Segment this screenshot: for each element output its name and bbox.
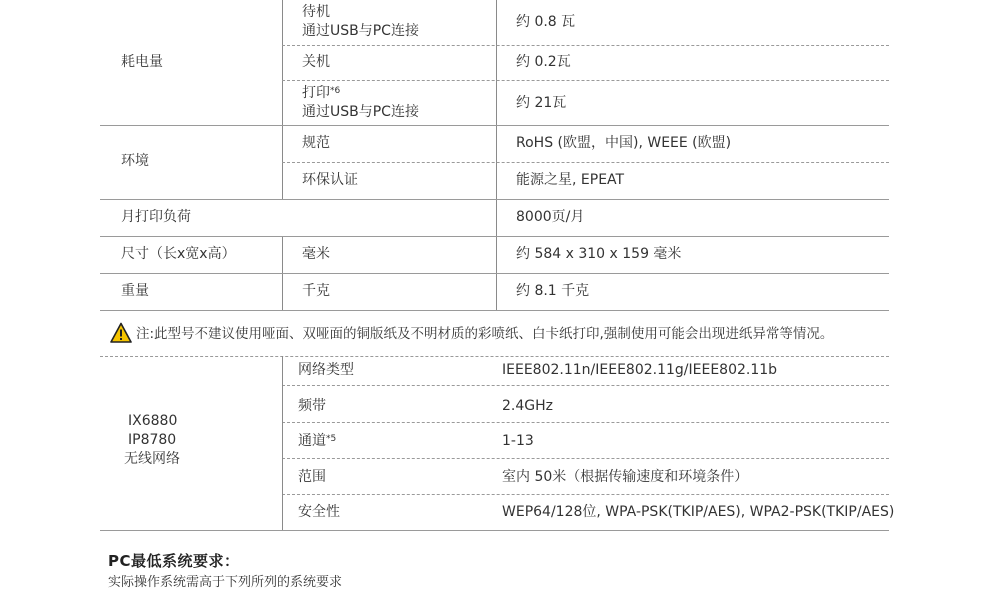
regulation-label: 规范	[302, 135, 330, 151]
size-value: 约 584 x 310 x 159 毫米	[516, 246, 682, 262]
wireless-model-2: IP8780	[128, 432, 177, 448]
security-value: WEP64/128位, WPA-PSK(TKIP/AES), WPA2-PSK(TKIP/AES)	[502, 504, 895, 520]
row-line	[282, 45, 889, 46]
notice-text: 注:此型号不建议使用哑面、双哑面的铜版纸及不明材质的彩喷纸、白卡纸打印,强制使用可能会出现进纸异常等情况。	[136, 326, 834, 342]
network-type-label: 网络类型	[298, 362, 354, 378]
regulation-value: RoHS (欧盟，中国), WEEE (欧盟)	[516, 135, 732, 151]
weight-label: 重量	[121, 283, 149, 299]
off-value: 约 0.2瓦	[516, 54, 571, 70]
frequency-band-value: 2.4GHz	[502, 398, 553, 414]
standby-value: 约 0.8 瓦	[516, 14, 576, 30]
divider-col1	[282, 0, 283, 125]
pc-requirements-title: PC最低系统要求：	[108, 552, 240, 570]
frequency-band-label: 频带	[298, 398, 326, 414]
off-label: 关机	[302, 54, 330, 70]
pc-requirements-subtitle: 实际操作系统需高于下列所列的系统要求	[108, 575, 343, 590]
size-unit: 毫米	[302, 246, 330, 262]
range-value: 室内 50米（根据传输速度和环境条件）	[502, 469, 749, 485]
wireless-title: 无线网络	[124, 451, 180, 467]
security-label: 安全性	[298, 504, 340, 520]
standby-label-sub: 通过USB与PC连接	[302, 23, 419, 39]
row-line	[100, 310, 889, 311]
environment-label: 环境	[121, 153, 149, 169]
power-label: 耗电量	[121, 54, 163, 70]
channel-footnote: *5	[326, 434, 337, 444]
range-label: 范围	[298, 469, 326, 485]
print-label-text: 打印	[302, 85, 330, 101]
row-line	[100, 530, 889, 531]
channel-label-text: 通道	[298, 433, 326, 449]
size-label: 尺寸（长x宽x高）	[121, 246, 236, 262]
channel-label	[298, 431, 336, 451]
row-line	[282, 162, 889, 163]
row-line	[100, 125, 889, 126]
network-type-value: IEEE802.11n/IEEE802.11g/IEEE802.11b	[502, 362, 778, 378]
eco-label: 环保认证	[302, 172, 358, 188]
divider-col2-size	[496, 199, 497, 310]
print-value: 约 21瓦	[516, 95, 567, 111]
warning-icon	[110, 322, 132, 344]
row-line	[282, 80, 889, 81]
divider-col2	[496, 0, 497, 199]
row-line	[282, 385, 889, 386]
channel-value: 1-13	[502, 433, 534, 449]
print-footnote: *6	[330, 86, 341, 96]
row-line	[282, 494, 889, 495]
row-line	[100, 236, 889, 237]
row-line	[282, 458, 889, 459]
print-label-sub: 通过USB与PC连接	[302, 104, 419, 120]
duty-label: 月打印负荷	[121, 209, 191, 225]
weight-value: 约 8.1 千克	[516, 283, 590, 299]
row-line	[100, 356, 889, 357]
eco-value: 能源之星, EPEAT	[516, 172, 625, 188]
wireless-divider	[282, 356, 283, 530]
row-line	[100, 199, 889, 200]
row-line	[282, 422, 889, 423]
standby-label: 待机	[302, 4, 330, 20]
wireless-model-1: IX6880	[128, 413, 178, 429]
weight-unit: 千克	[302, 283, 330, 299]
row-line	[100, 273, 889, 274]
duty-value: 8000页/月	[516, 209, 585, 225]
print-label	[302, 83, 340, 103]
